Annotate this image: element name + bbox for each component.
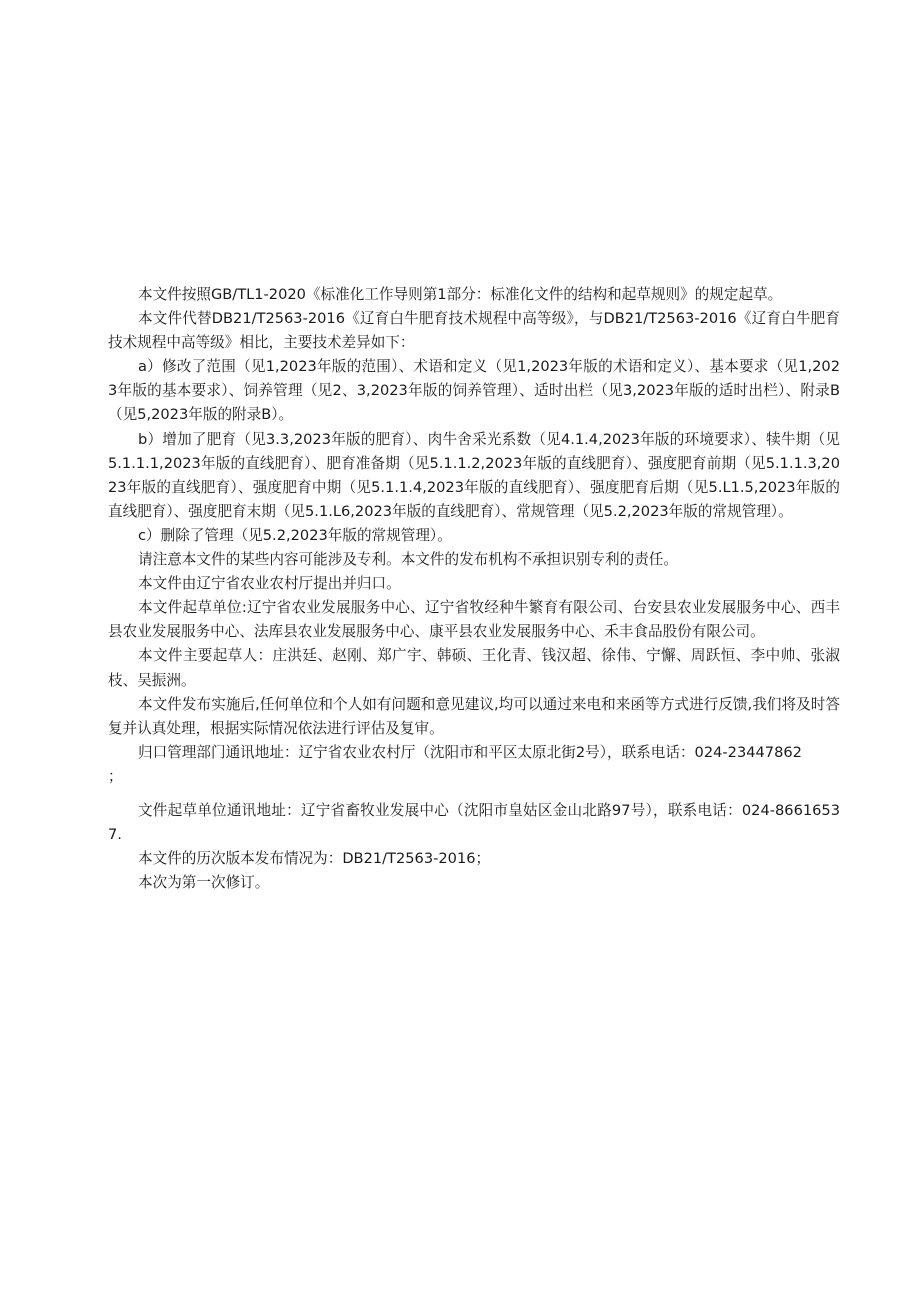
- paragraph-drafters: 本文件主要起草人：庄洪廷、赵刚、郑广宇、韩硕、王化青、钱汉超、徐伟、宁懈、周跃恒、李中帅、张淑枝、吴振洲。: [108, 647, 840, 689]
- paragraph-version-history: 本文件的历次版本发布情况为：DB21/T2563-2016；: [138, 850, 491, 868]
- paragraph-feedback: 本文件发布实施后,任何单位和个人如有问题和意见建议,均可以通过来电和来函等方式进行反馈,我们将及时答复并认真处理，根据实际情况依法进行评估及复审。: [108, 695, 840, 737]
- paragraph-change-b: b）增加了肥育（见3.3,2023年版的肥育）、肉牛舍采光系数（见4.1.4,2023年版的环境要求）、犊牛期（见5.1.1.1,2023年版的直线肥育）、肥育准备期（见5.1.1.2,2023年版的直线肥育）、强度肥育前期（见5.1.1.3,2023年版的直线肥育）、强度肥育中期（见5.1.1.4,2023年版的直线肥育）、强度肥育后期（见5.L1.5,2023年版的直线肥育）、强度肥育末期（见5.1.L6,2023年版的直线肥育）、常规管理（见5.2,2023年版的常规管理）。: [108, 430, 840, 520]
- foreword-body: [108, 283, 840, 895]
- paragraph-drafter-address: 文件起草单位通讯地址：辽宁省畜牧业发展中心（沈阳市皇姑区金山北路97号），联系电话：024-86616537.: [108, 801, 840, 844]
- paragraph-change-a: a）修改了范围（见1,2023年版的范围）、术语和定义（见1,2023年版的术语和定义）、基本要求（见1,2023年版的基本要求）、饲养管理（见2、3,2023年版的饲养管理）、适时出栏（见3,2023年版的适时出栏）、附录B（见5,2023年版的附录B）。: [108, 358, 840, 424]
- paragraph-drafting-rules: 本文件按照GB/TL1-2020《标准化工作导则第1部分：标准化文件的结构和起草规则》的规定起草。: [138, 286, 783, 303]
- paragraph-drafting-units: 本文件起草单位:辽宁省农业发展服务中心、辽宁省牧经种牛繁育有限公司、台安县农业发展服务中心、西丰县农业发展服务中心、法库县农业发展服务中心、康平县农业发展服务中心、禾丰食品股份有限公司。: [108, 599, 840, 641]
- paragraph-patent-notice: 请注意本文件的某些内容可能涉及专利。本文件的发布机构不承担识别专利的责任。: [138, 551, 678, 569]
- paragraph-revision-note: 本次为第一次修订。: [138, 874, 270, 892]
- paragraph-authority-address-end: ；: [108, 767, 123, 785]
- paragraph-authority-address: 归口管理部门通讯地址：辽宁省农业农村厅（沈阳市和平区太原北街2号），联系电话：024-23447862: [138, 743, 802, 761]
- paragraph-change-c: c）删除了管理（见5.2,2023年版的常规管理）。: [138, 526, 452, 544]
- paragraph-proposer: 本文件由辽宁省农业农村厅提出并归口。: [138, 575, 401, 593]
- paragraph-replaces-standard: 本文件代替DB21/T2563-2016《辽育白牛肥育技术规程中高等级》，与DB21/T2563-2016《辽育白牛肥育技术规程中高等级》相比，主要技术差异如下：: [108, 310, 840, 352]
